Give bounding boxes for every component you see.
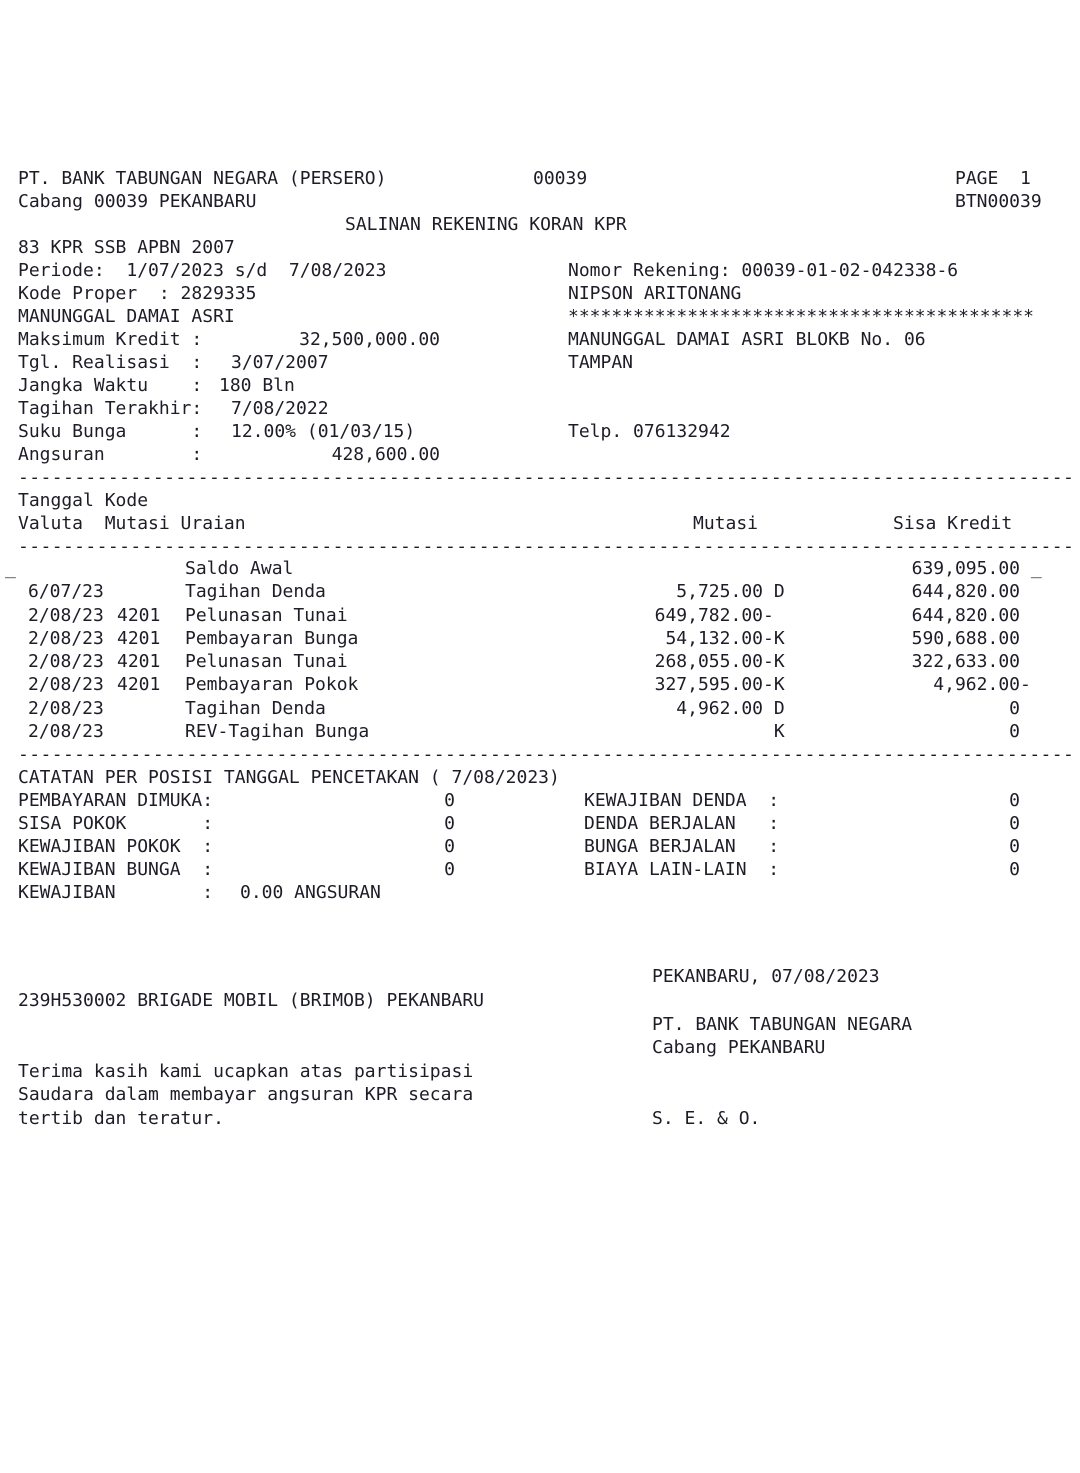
catatan-left-label: SISA POKOK : [18,813,214,834]
tagihan-terakhir-label: Tagihan Terakhir: [18,398,203,419]
branch-code: 00039 [533,168,588,189]
row-sisa: 590,688.00 [911,628,1020,649]
row-sisa: 4,962.00 [933,674,1020,695]
row-mutasi-suffix: D [763,698,785,719]
row-date: 6/07/23 [28,581,104,602]
catatan-left-value: 0 [444,836,455,857]
kode-proper-line: Kode Proper : 2829335 [18,283,257,304]
row-desc: Pelunasan Tunai [185,605,348,626]
footer-branch: Cabang PEKANBARU [652,1037,826,1058]
catatan-left-label: PEMBAYARAN DIMUKA: [18,790,214,811]
row-date: 2/08/23 [28,698,104,719]
catatan-right-label: BUNGA BERJALAN : [584,836,780,857]
seo-signature: S. E. & O. [652,1108,761,1129]
left-margin-mark: _ [5,558,16,579]
suku-bunga-label: Suku Bunga : [18,421,203,442]
row-code: 4201 [117,674,161,695]
separator-header: ---------------------------------------------------------------------------------------------- [18,536,1075,557]
angsuran-label: Angsuran : [18,444,203,465]
catatan-left-label: KEWAJIBAN POKOK : [18,836,214,857]
kewajiban-value: 0.00 ANGSURAN [240,882,381,903]
document-title: SALINAN REKENING KORAN KPR [345,214,627,235]
angsuran-value: 428,600.00 [331,444,440,465]
row-mutasi-suffix: - [763,605,785,626]
address-line-1: MANUNGGAL DAMAI ASRI BLOKB No. 06 [568,329,926,350]
row-mutasi: 4,962.00 [676,698,763,719]
catatan-right-label: KEWAJIBAN DENDA : [584,790,780,811]
office-code-line: 239H530002 BRIGADE MOBIL (BRIMOB) PEKANBARU [18,990,484,1011]
suku-bunga-value: 12.00% (01/03/15) [231,421,416,442]
thanks-line-1: Terima kasih kami ucapkan atas partisipasi [18,1061,474,1082]
catatan-heading: CATATAN PER POSISI TANGGAL PENCETAKAN ( 7/08/2023) [18,767,560,788]
periode-line: Periode: 1/07/2023 s/d 7/08/2023 [18,260,387,281]
asterisk-line: ******************************************* [568,306,1034,327]
row-date: 2/08/23 [28,651,104,672]
place-date: PEKANBARU, 07/08/2023 [652,966,880,987]
catatan-right-value: 0 [1009,859,1020,880]
kewajiban-label: KEWAJIBAN : [18,882,214,903]
row-mutasi: 54,132.00 [665,628,763,649]
row-sisa: 0 [1009,698,1020,719]
row-sisa: 644,820.00 [911,605,1020,626]
separator-top: ---------------------------------------------------------------------------------------------- [18,467,1075,488]
telp-line: Telp. 076132942 [568,421,731,442]
thanks-line-2: Saudara dalam membayar angsuran KPR secara [18,1084,474,1105]
branch-line: Cabang 00039 PEKANBARU [18,191,257,212]
tagihan-terakhir-value: 7/08/2022 [231,398,329,419]
tgl-realisasi-value: 3/07/2007 [231,352,329,373]
customer-name: NIPSON ARITONANG [568,283,742,304]
project-name: MANUNGGAL DAMAI ASRI [18,306,235,327]
catatan-left-label: KEWAJIBAN BUNGA : [18,859,214,880]
row-mutasi: 268,055.00 [654,651,763,672]
row-code: 4201 [117,628,161,649]
row-mutasi-suffix: -K [763,628,785,649]
bank-name: PT. BANK TABUNGAN NEGARA (PERSERO) [18,168,387,189]
footer-bank-name: PT. BANK TABUNGAN NEGARA [652,1014,913,1035]
nomor-rekening: Nomor Rekening: 00039-01-02-042338-6 [568,260,959,281]
row-sisa: 639,095.00 [911,558,1020,579]
form-code: BTN00039 [955,191,1042,212]
col-header-sisa-kredit: Sisa Kredit [893,513,1013,534]
row-sisa: 322,633.00 [911,651,1020,672]
catatan-left-value: 0 [444,859,455,880]
maksimum-kredit-value: 32,500,000.00 [299,329,440,350]
row-desc: Tagihan Denda [185,698,326,719]
table-header-line1: Tanggal Kode [18,490,149,511]
maksimum-kredit-label: Maksimum Kredit : [18,329,203,350]
row-mutasi: 5,725.00 [676,581,763,602]
row-mutasi-suffix: K [763,721,785,742]
tgl-realisasi-label: Tgl. Realisasi : [18,352,203,373]
thanks-line-3: tertib dan teratur. [18,1108,224,1129]
row-desc: Pelunasan Tunai [185,651,348,672]
row-code: 4201 [117,605,161,626]
row-mutasi-suffix: -K [763,674,785,695]
program-line: 83 KPR SSB APBN 2007 [18,237,235,258]
row-desc: Saldo Awal [185,558,294,579]
row-date: 2/08/23 [28,674,104,695]
row-desc: Tagihan Denda [185,581,326,602]
catatan-right-label: DENDA BERJALAN : [584,813,780,834]
row-desc: Pembayaran Bunga [185,628,359,649]
page-label: PAGE 1 [955,168,1031,189]
row-sisa: 0 [1009,721,1020,742]
catatan-left-value: 0 [444,790,455,811]
row-date: 2/08/23 [28,605,104,626]
table-header-line2: Valuta Mutasi Uraian [18,513,246,534]
jangka-waktu-value: 180 Bln [219,375,295,396]
row-mutasi: 649,782.00 [654,605,763,626]
row-sisa-suffix: _ [1020,558,1042,579]
row-sisa-suffix: - [1020,674,1031,695]
row-code: 4201 [117,651,161,672]
row-desc: REV-Tagihan Bunga [185,721,370,742]
row-date: 2/08/23 [28,628,104,649]
row-mutasi-suffix: D [763,581,785,602]
address-line-2: TAMPAN [568,352,634,373]
row-desc: Pembayaran Pokok [185,674,359,695]
separator-bottom: ---------------------------------------------------------------------------------------------- [18,744,1075,765]
row-mutasi: 327,595.00 [654,674,763,695]
catatan-right-value: 0 [1009,813,1020,834]
row-date: 2/08/23 [28,721,104,742]
catatan-left-value: 0 [444,813,455,834]
row-sisa: 644,820.00 [911,581,1020,602]
jangka-waktu-label: Jangka Waktu : [18,375,203,396]
row-mutasi-suffix: -K [763,651,785,672]
col-header-mutasi: Mutasi [693,513,759,534]
catatan-right-label: BIAYA LAIN-LAIN : [584,859,780,880]
catatan-right-value: 0 [1009,790,1020,811]
catatan-right-value: 0 [1009,836,1020,857]
